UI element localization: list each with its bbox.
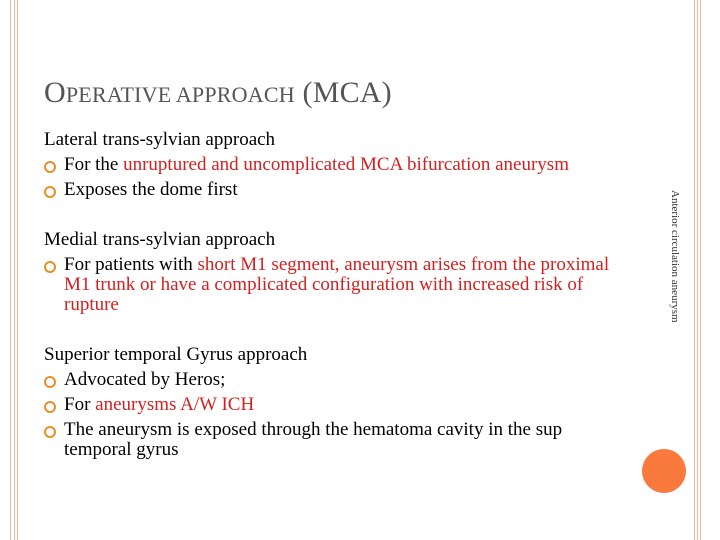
left-border-rule	[10, 0, 11, 540]
slide-body	[44, 129, 629, 460]
side-label: Anterior circulation aneurysm	[669, 190, 681, 323]
bullet-icon	[44, 261, 56, 273]
item-text: For	[64, 394, 96, 415]
list-item	[44, 255, 629, 315]
right-border-rule	[694, 0, 695, 540]
list-item	[44, 420, 629, 460]
bullet-icon	[44, 426, 56, 438]
item-highlight: aneurysms A/W ICH	[95, 394, 255, 415]
list-item	[44, 370, 629, 390]
item-highlight: unruptured and uncomplicated MCA bifurcation aneurysm	[123, 154, 569, 175]
slide-title	[44, 76, 392, 110]
list-item	[44, 395, 629, 415]
bullet-icon	[44, 401, 56, 413]
title-initial: O	[44, 76, 66, 109]
item-text: For the	[64, 154, 124, 175]
list-item	[44, 180, 629, 200]
left-border-rule	[17, 0, 18, 540]
section-heading: Lateral trans-sylvian approach	[44, 129, 276, 150]
bullet-icon	[44, 161, 56, 173]
bullet-list	[44, 155, 629, 200]
item-text: Exposes the dome first	[64, 179, 238, 200]
right-border-rule	[697, 0, 698, 540]
section-heading: Medial trans-sylvian approach	[44, 229, 276, 250]
bullet-icon	[44, 376, 56, 388]
left-border-rule	[14, 0, 15, 540]
item-text: The aneurysm is exposed through the hematoma cavity in the sup temporal gyrus	[64, 419, 563, 460]
title-suffix: (MCA)	[294, 76, 392, 109]
item-text: For patients with	[64, 254, 198, 275]
list-item	[44, 155, 629, 175]
decorative-circle	[642, 449, 686, 493]
bullet-icon	[44, 186, 56, 198]
item-highlight: short M1 segment, aneurysm arises from the proximal M1 trunk or have a complicated configuration with increased risk of rupture	[64, 254, 610, 315]
right-border-rule	[700, 0, 701, 540]
section-heading: Superior temporal Gyrus approach	[44, 344, 308, 365]
title-smallcaps: PERATIVE APPROACH	[65, 82, 295, 107]
item-text: Advocated by Heros;	[64, 369, 226, 390]
bullet-list	[44, 255, 629, 315]
bullet-list	[44, 370, 629, 460]
